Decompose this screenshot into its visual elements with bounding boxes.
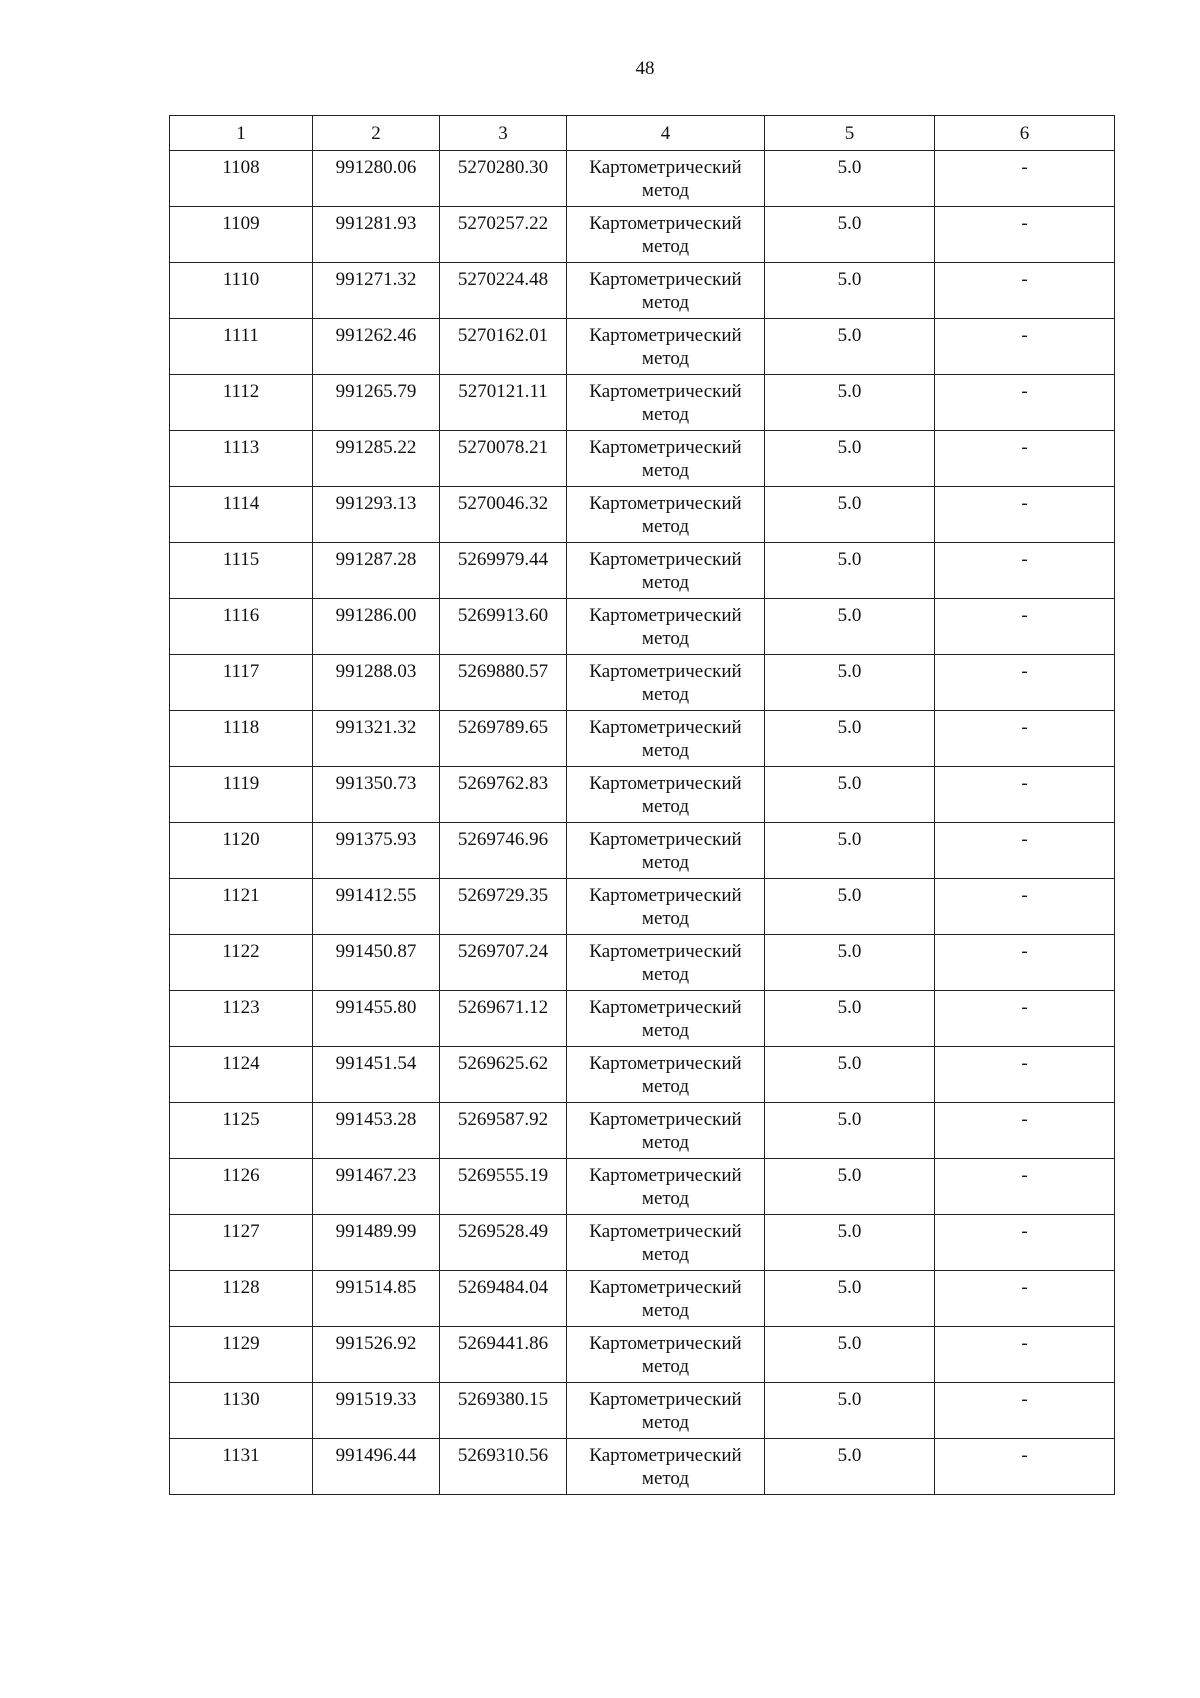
point-number-cell: 1121 xyxy=(170,879,313,935)
table-row xyxy=(170,1271,1115,1327)
accuracy-cell: 5.0 xyxy=(765,1047,935,1103)
description-cell: - xyxy=(935,207,1115,263)
point-number-cell: 1111 xyxy=(170,319,313,375)
accuracy-cell: 5.0 xyxy=(765,879,935,935)
description-cell: - xyxy=(935,319,1115,375)
x-coordinate-cell: 991286.00 xyxy=(313,599,440,655)
method-cell: Картометрический метод xyxy=(567,823,765,879)
header-cell-description: 6 xyxy=(935,116,1115,151)
point-number-cell: 1114 xyxy=(170,487,313,543)
table-row xyxy=(170,655,1115,711)
accuracy-cell: 5.0 xyxy=(765,1327,935,1383)
y-coordinate-cell: 5269671.12 xyxy=(440,991,567,1047)
description-cell: - xyxy=(935,1439,1115,1495)
table-row xyxy=(170,151,1115,207)
accuracy-cell: 5.0 xyxy=(765,263,935,319)
accuracy-cell: 5.0 xyxy=(765,655,935,711)
method-cell: Картометрический метод xyxy=(567,1383,765,1439)
point-number-cell: 1112 xyxy=(170,375,313,431)
x-coordinate-cell: 991455.80 xyxy=(313,991,440,1047)
description-cell: - xyxy=(935,375,1115,431)
table-row xyxy=(170,767,1115,823)
x-coordinate-cell: 991514.85 xyxy=(313,1271,440,1327)
description-cell: - xyxy=(935,1103,1115,1159)
y-coordinate-cell: 5269441.86 xyxy=(440,1327,567,1383)
point-number-cell: 1108 xyxy=(170,151,313,207)
table-row xyxy=(170,1047,1115,1103)
accuracy-cell: 5.0 xyxy=(765,711,935,767)
table-row xyxy=(170,1215,1115,1271)
accuracy-cell: 5.0 xyxy=(765,599,935,655)
y-coordinate-cell: 5269729.35 xyxy=(440,879,567,935)
y-coordinate-cell: 5269528.49 xyxy=(440,1215,567,1271)
accuracy-cell: 5.0 xyxy=(765,1103,935,1159)
point-number-cell: 1127 xyxy=(170,1215,313,1271)
y-coordinate-cell: 5269484.04 xyxy=(440,1271,567,1327)
method-cell: Картометрический метод xyxy=(567,767,765,823)
accuracy-cell: 5.0 xyxy=(765,1159,935,1215)
x-coordinate-cell: 991453.28 xyxy=(313,1103,440,1159)
x-coordinate-cell: 991262.46 xyxy=(313,319,440,375)
accuracy-cell: 5.0 xyxy=(765,991,935,1047)
x-coordinate-cell: 991412.55 xyxy=(313,879,440,935)
x-coordinate-cell: 991519.33 xyxy=(313,1383,440,1439)
header-cell-y: 3 xyxy=(440,116,567,151)
accuracy-cell: 5.0 xyxy=(765,823,935,879)
x-coordinate-cell: 991450.87 xyxy=(313,935,440,991)
description-cell: - xyxy=(935,1327,1115,1383)
x-coordinate-cell: 991375.93 xyxy=(313,823,440,879)
accuracy-cell: 5.0 xyxy=(765,1271,935,1327)
description-cell: - xyxy=(935,431,1115,487)
point-number-cell: 1131 xyxy=(170,1439,313,1495)
y-coordinate-cell: 5269707.24 xyxy=(440,935,567,991)
method-cell: Картометрический метод xyxy=(567,935,765,991)
method-cell: Картометрический метод xyxy=(567,599,765,655)
accuracy-cell: 5.0 xyxy=(765,935,935,991)
description-cell: - xyxy=(935,823,1115,879)
method-cell: Картометрический метод xyxy=(567,991,765,1047)
method-cell: Картометрический метод xyxy=(567,711,765,767)
method-cell: Картометрический метод xyxy=(567,487,765,543)
method-cell: Картометрический метод xyxy=(567,1215,765,1271)
method-cell: Картометрический метод xyxy=(567,207,765,263)
x-coordinate-cell: 991281.93 xyxy=(313,207,440,263)
point-number-cell: 1129 xyxy=(170,1327,313,1383)
table-row xyxy=(170,1383,1115,1439)
x-coordinate-cell: 991350.73 xyxy=(313,767,440,823)
method-cell: Картометрический метод xyxy=(567,1327,765,1383)
table-row xyxy=(170,823,1115,879)
x-coordinate-cell: 991288.03 xyxy=(313,655,440,711)
x-coordinate-cell: 991467.23 xyxy=(313,1159,440,1215)
accuracy-cell: 5.0 xyxy=(765,431,935,487)
description-cell: - xyxy=(935,991,1115,1047)
method-cell: Картометрический метод xyxy=(567,543,765,599)
y-coordinate-cell: 5269880.57 xyxy=(440,655,567,711)
y-coordinate-cell: 5270280.30 xyxy=(440,151,567,207)
method-cell: Картометрический метод xyxy=(567,1271,765,1327)
accuracy-cell: 5.0 xyxy=(765,543,935,599)
y-coordinate-cell: 5269789.65 xyxy=(440,711,567,767)
description-cell: - xyxy=(935,711,1115,767)
table-row xyxy=(170,375,1115,431)
header-cell-x: 2 xyxy=(313,116,440,151)
point-number-cell: 1120 xyxy=(170,823,313,879)
method-cell: Картометрический метод xyxy=(567,655,765,711)
point-number-cell: 1113 xyxy=(170,431,313,487)
y-coordinate-cell: 5269587.92 xyxy=(440,1103,567,1159)
y-coordinate-cell: 5270078.21 xyxy=(440,431,567,487)
description-cell: - xyxy=(935,599,1115,655)
y-coordinate-cell: 5269555.19 xyxy=(440,1159,567,1215)
accuracy-cell: 5.0 xyxy=(765,1215,935,1271)
table-row xyxy=(170,599,1115,655)
point-number-cell: 1110 xyxy=(170,263,313,319)
description-cell: - xyxy=(935,487,1115,543)
y-coordinate-cell: 5269762.83 xyxy=(440,767,567,823)
description-cell: - xyxy=(935,543,1115,599)
description-cell: - xyxy=(935,1215,1115,1271)
method-cell: Картометрический метод xyxy=(567,1439,765,1495)
point-number-cell: 1130 xyxy=(170,1383,313,1439)
x-coordinate-cell: 991271.32 xyxy=(313,263,440,319)
page-number: 48 xyxy=(635,58,655,79)
header-cell-method: 4 xyxy=(567,116,765,151)
x-coordinate-cell: 991489.99 xyxy=(313,1215,440,1271)
x-coordinate-cell: 991287.28 xyxy=(313,543,440,599)
method-cell: Картометрический метод xyxy=(567,263,765,319)
x-coordinate-cell: 991265.79 xyxy=(313,375,440,431)
description-cell: - xyxy=(935,1383,1115,1439)
header-cell-accuracy: 5 xyxy=(765,116,935,151)
description-cell: - xyxy=(935,1271,1115,1327)
description-cell: - xyxy=(935,151,1115,207)
table-row xyxy=(170,543,1115,599)
table-row xyxy=(170,1327,1115,1383)
description-cell: - xyxy=(935,655,1115,711)
x-coordinate-cell: 991321.32 xyxy=(313,711,440,767)
y-coordinate-cell: 5269979.44 xyxy=(440,543,567,599)
coordinates-table xyxy=(169,115,1115,1495)
y-coordinate-cell: 5270257.22 xyxy=(440,207,567,263)
x-coordinate-cell: 991280.06 xyxy=(313,151,440,207)
x-coordinate-cell: 991451.54 xyxy=(313,1047,440,1103)
y-coordinate-cell: 5269625.62 xyxy=(440,1047,567,1103)
x-coordinate-cell: 991496.44 xyxy=(313,1439,440,1495)
point-number-cell: 1116 xyxy=(170,599,313,655)
accuracy-cell: 5.0 xyxy=(765,375,935,431)
point-number-cell: 1119 xyxy=(170,767,313,823)
x-coordinate-cell: 991526.92 xyxy=(313,1327,440,1383)
method-cell: Картометрический метод xyxy=(567,879,765,935)
point-number-cell: 1123 xyxy=(170,991,313,1047)
description-cell: - xyxy=(935,767,1115,823)
table-row xyxy=(170,711,1115,767)
method-cell: Картометрический метод xyxy=(567,1103,765,1159)
method-cell: Картометрический метод xyxy=(567,1047,765,1103)
accuracy-cell: 5.0 xyxy=(765,207,935,263)
point-number-cell: 1117 xyxy=(170,655,313,711)
y-coordinate-cell: 5270121.11 xyxy=(440,375,567,431)
accuracy-cell: 5.0 xyxy=(765,767,935,823)
table-body xyxy=(170,116,1115,1495)
table-row xyxy=(170,263,1115,319)
table-row xyxy=(170,991,1115,1047)
table-row xyxy=(170,879,1115,935)
header-cell-point-number: 1 xyxy=(170,116,313,151)
accuracy-cell: 5.0 xyxy=(765,319,935,375)
table-row xyxy=(170,207,1115,263)
y-coordinate-cell: 5270046.32 xyxy=(440,487,567,543)
description-cell: - xyxy=(935,1047,1115,1103)
description-cell: - xyxy=(935,1159,1115,1215)
table-row xyxy=(170,431,1115,487)
point-number-cell: 1125 xyxy=(170,1103,313,1159)
y-coordinate-cell: 5270162.01 xyxy=(440,319,567,375)
accuracy-cell: 5.0 xyxy=(765,487,935,543)
description-cell: - xyxy=(935,263,1115,319)
y-coordinate-cell: 5269913.60 xyxy=(440,599,567,655)
point-number-cell: 1124 xyxy=(170,1047,313,1103)
table-row xyxy=(170,1103,1115,1159)
method-cell: Картометрический метод xyxy=(567,319,765,375)
y-coordinate-cell: 5270224.48 xyxy=(440,263,567,319)
x-coordinate-cell: 991293.13 xyxy=(313,487,440,543)
method-cell: Картометрический метод xyxy=(567,151,765,207)
x-coordinate-cell: 991285.22 xyxy=(313,431,440,487)
y-coordinate-cell: 5269310.56 xyxy=(440,1439,567,1495)
table-row xyxy=(170,487,1115,543)
accuracy-cell: 5.0 xyxy=(765,151,935,207)
accuracy-cell: 5.0 xyxy=(765,1383,935,1439)
method-cell: Картометрический метод xyxy=(567,1159,765,1215)
y-coordinate-cell: 5269380.15 xyxy=(440,1383,567,1439)
table-header-row xyxy=(170,116,1115,151)
method-cell: Картометрический метод xyxy=(567,375,765,431)
point-number-cell: 1122 xyxy=(170,935,313,991)
table-row xyxy=(170,319,1115,375)
table-row xyxy=(170,1159,1115,1215)
accuracy-cell: 5.0 xyxy=(765,1439,935,1495)
point-number-cell: 1118 xyxy=(170,711,313,767)
method-cell: Картометрический метод xyxy=(567,431,765,487)
point-number-cell: 1109 xyxy=(170,207,313,263)
description-cell: - xyxy=(935,935,1115,991)
table-row xyxy=(170,1439,1115,1495)
y-coordinate-cell: 5269746.96 xyxy=(440,823,567,879)
point-number-cell: 1115 xyxy=(170,543,313,599)
table-row xyxy=(170,935,1115,991)
point-number-cell: 1126 xyxy=(170,1159,313,1215)
description-cell: - xyxy=(935,879,1115,935)
point-number-cell: 1128 xyxy=(170,1271,313,1327)
